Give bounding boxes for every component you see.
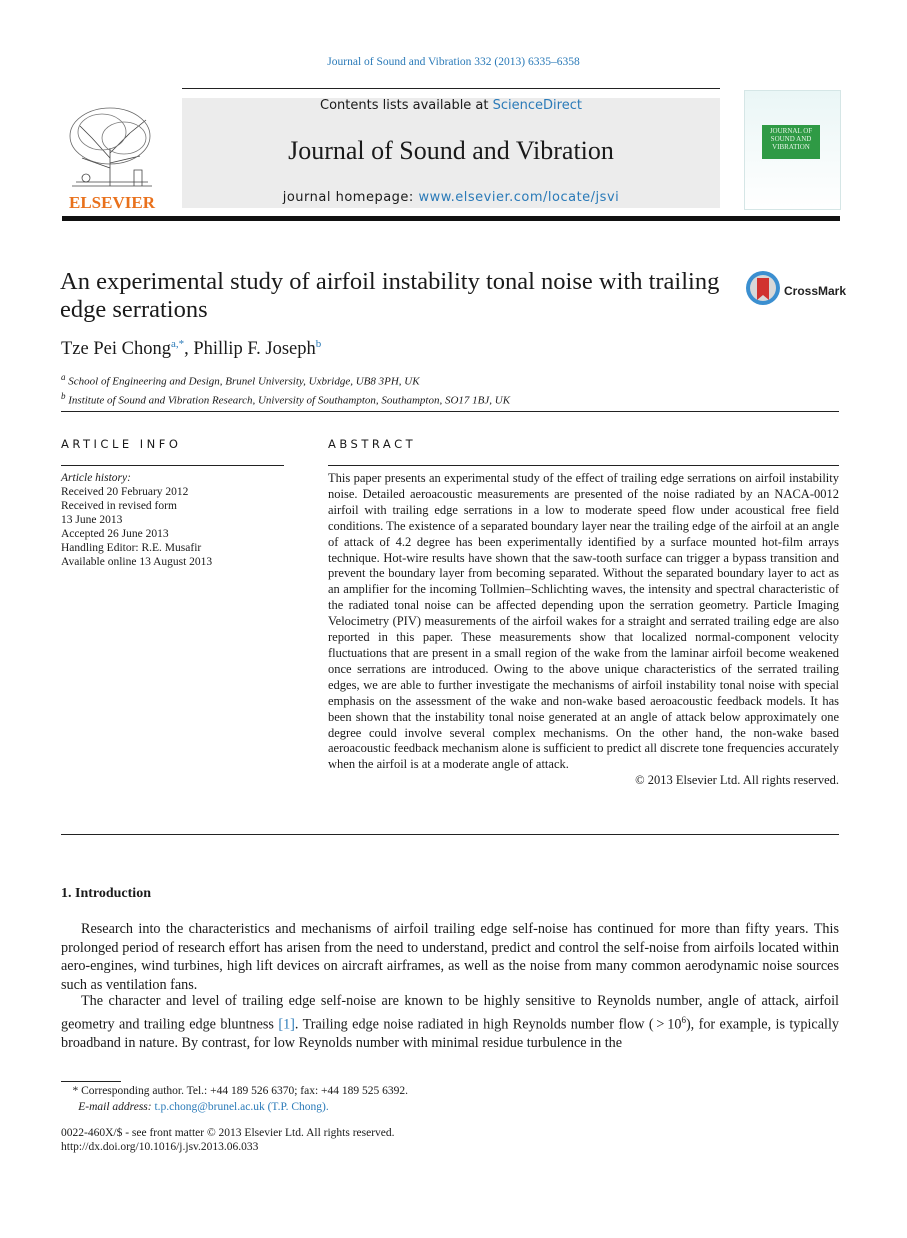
affiliation-text: Institute of Sound and Vibration Research, University of Southampton, Southampton, SO17 1BJ, UK	[68, 394, 511, 407]
abstract-heading: ABSTRACT	[328, 437, 417, 451]
abstract-body	[328, 471, 839, 789]
paragraph-text: The character and level of trailing edge self-noise are known to be highly sensitive to Reynolds number, angle of attack, airfoil geometry and trailing edge bluntness	[61, 993, 839, 1033]
affiliation-mark: b	[61, 390, 66, 401]
journal-citation[interactable]: Journal of Sound and Vibration 332 (2013) 6335–6358	[327, 56, 580, 68]
intro-paragraph-2	[61, 992, 839, 1053]
masthead-bottom-rule	[62, 216, 840, 221]
affiliation-b	[61, 389, 510, 408]
footnote-mark: *	[72, 1085, 79, 1097]
header-divider	[61, 411, 839, 412]
cover-title-box: JOURNAL OF SOUND AND VIBRATION	[762, 125, 820, 159]
history-label: Article history:	[61, 472, 131, 484]
email-note	[61, 1100, 408, 1116]
homepage-prefix: journal homepage:	[282, 190, 419, 205]
paragraph-text: . Trailing edge noise radiated in high Reynolds number flow ( > 10	[294, 1016, 682, 1033]
affiliation-a	[61, 370, 510, 389]
reference-link[interactable]: [1]	[278, 1016, 295, 1033]
abstract-copyright: © 2013 Elsevier Ltd. All rights reserved.	[635, 773, 839, 788]
crossmark-label[interactable]: CrossMark	[784, 284, 847, 298]
footnote-rule	[61, 1081, 121, 1082]
email-link[interactable]: t.p.chong@brunel.ac.uk (T.P. Chong).	[154, 1100, 329, 1113]
author-name[interactable]: Phillip F. Joseph	[193, 339, 316, 360]
elsevier-wordmark: ELSEVIER	[69, 193, 155, 210]
section-heading-introduction: 1. Introduction	[61, 886, 151, 901]
corresponding-text: Corresponding author. Tel.: +44 189 526 6370; fax: +44 189 525 6392.	[81, 1085, 409, 1097]
article-info-heading: ARTICLE INFO	[61, 437, 182, 451]
elsevier-tree-icon	[62, 98, 162, 210]
history-item: Accepted 26 June 2013	[61, 528, 169, 540]
article-title: An experimental study of airfoil instability tonal noise with trailing edge serrations	[60, 268, 720, 323]
crossmark-icon	[745, 270, 781, 306]
paragraph-text: ), for example, is typically broadband in nature. By contrast, for low Reynolds number with minimal residue turbulence in the	[61, 1016, 839, 1051]
affiliations	[61, 370, 510, 407]
contents-line	[182, 98, 720, 113]
journal-title: Journal of Sound and Vibration	[288, 136, 614, 165]
elsevier-logo[interactable]	[62, 98, 162, 210]
issn-line: 0022-460X/$ - see front matter © 2013 Elsevier Ltd. All rights reserved.	[61, 1127, 395, 1139]
author-list: Tze Pei Chong$^{a,*}$, Phillip F. Joseph$^b$	[61, 338, 322, 360]
abstract-text: This paper presents an experimental study of the effect of trailing edge serrations on airfoil instability noise. Detailed aeroacoustic measurements are presented of the noise radiated by an NACA-0012 airfoil with trailing edge serrations in a low to moderate speed flow under acoustical free field conditions. The existence of a separated boundary layer near the trailing edge of the airfoil at an angle of attack of 4.2 degree has been experimentally identified by a surface mounted hot-film arrays technique. Hot-wire results have shown that the saw-tooth surface can trigger a bypass transition and prevent the boundary layer from becoming separated. Without the separated boundary layer to act as an amplifier for the incoming Tollmien–Schlichting waves, the intensity and spectral characteristic of the radiated tonal noise can be affected depending upon the serration geometry. Particle Imaging Velocimetry (PIV) measurements of the airfoil wakes for a straight and serrated trailing edge are also reported in this paper. These measurements show that localized normal-component velocity fluctuations that are present in a small region of the wake from the laminar airfoil become weakened once serrations are introduced. Owing to the above unique characteristics of the serrated trailing edges, we are able to further investigate the mechanisms of airfoil instability tonal noise with special emphasis on the assessment of the wake and non-wake based aeroacoustic feedback models. It has been shown that the instability tonal noise generated at an angle of attack below approximately one degree could involve several complex mechanisms. On the other hand, the non-wake based aeroacoustic feedback mechanism alone is sufficient to predict all discrete tone frequencies accurately when the airfoil is at a moderate angle of attack.	[328, 471, 839, 772]
footnote	[61, 1084, 408, 1115]
history-item: Received in revised form	[61, 500, 177, 512]
history-item: Received 20 February 2012	[61, 486, 189, 498]
affiliation-mark: a	[61, 372, 66, 382]
history-item: Handling Editor: R.E. Musafir	[61, 542, 202, 554]
abstract-divider	[61, 834, 839, 835]
doi-link[interactable]: http://dx.doi.org/10.1016/j.jsv.2013.06.033	[61, 1141, 259, 1153]
article-history	[61, 471, 212, 569]
author-name[interactable]: Tze Pei Chong	[61, 339, 171, 360]
history-item: 13 June 2013	[61, 514, 123, 526]
homepage-link[interactable]: www.elsevier.com/locate/jsvi	[418, 190, 620, 205]
author-mark[interactable]: b	[315, 338, 322, 350]
author-mark[interactable]: a,*	[170, 338, 185, 350]
journal-homepage-line	[182, 190, 720, 205]
affiliation-text: School of Engineering and Design, Brunel University, Uxbridge, UB8 3PH, UK	[68, 375, 420, 388]
masthead-top-rule	[182, 88, 720, 89]
front-matter-footer	[61, 1126, 395, 1154]
crossmark-badge[interactable]	[745, 270, 781, 311]
sciencedirect-link[interactable]: ScienceDirect	[492, 98, 582, 113]
exponent: 6	[681, 1014, 686, 1025]
abstract-rule	[328, 465, 839, 466]
intro-paragraph-1: Research into the characteristics and mechanisms of airfoil trailing edge self-noise has continued for more than fifty years. This prolonged period of research effort has arisen from the need to understand, predict and control the self-noise from airfoils located within aero-engines, wind turbines, high lift devices on aircraft airframes, as well as the noise from many common aerodynamic noise sources such as ventilation fans.	[61, 921, 839, 993]
email-label: E-mail address:	[78, 1100, 155, 1113]
history-item: Available online 13 August 2013	[61, 556, 213, 568]
article-info-rule	[61, 465, 284, 466]
contents-prefix: Contents lists available at	[320, 98, 493, 113]
corresponding-author-note	[61, 1084, 408, 1100]
